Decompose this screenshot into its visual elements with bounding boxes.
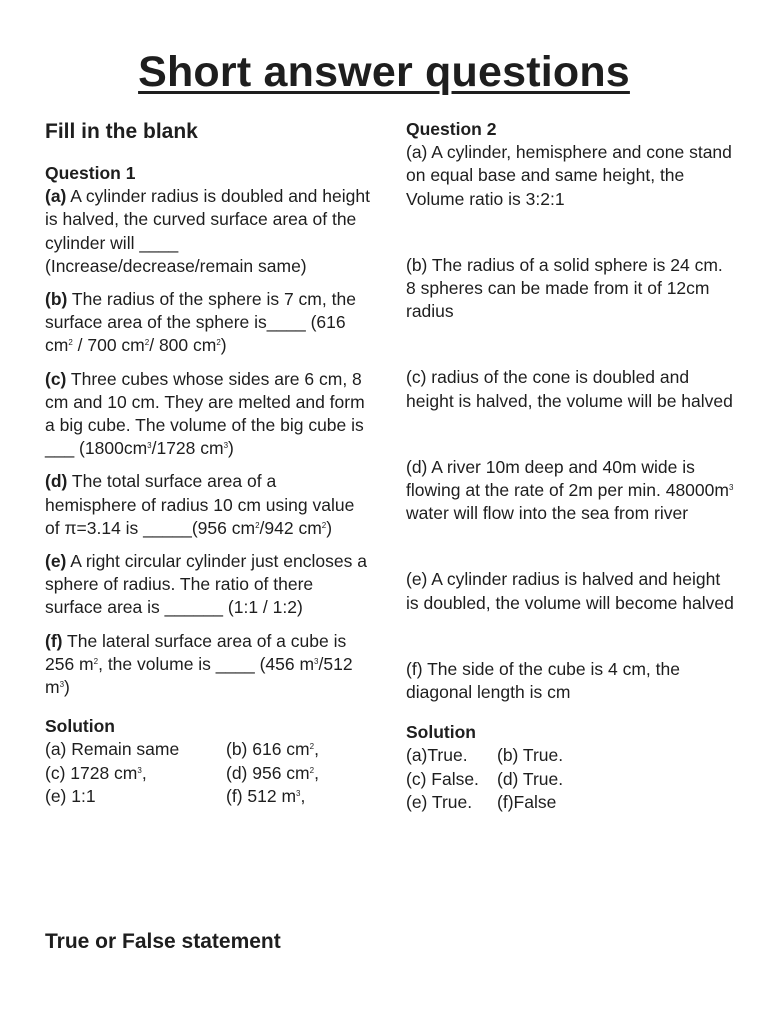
q2-solution-row: (e) True. (f)False [406,791,557,812]
q1-solution-grid [45,738,370,808]
q2-solution-heading: Solution [406,722,476,743]
q1-solution-heading: Solution [45,716,115,737]
item-text: The radius of the sphere is 7 cm, the surface area of the sphere is____ (616 cm [45,289,356,356]
solution-item: (f) 512 $m^3$, [226,785,306,806]
q1-item-f [45,630,370,700]
item-text: , the volume is ____ (456 m [98,653,315,674]
question-2-heading: Question 2 [406,119,497,139]
item-text: Three cubes whose sides are 6 cm, 8 cm and 10 cm. They are melted and form a big cube. The volume of the big cube is ___ (1800cm [45,368,365,459]
q1-item-c [45,368,370,461]
item-text: / 800 cm [149,335,217,356]
item-text: / 700 cm [72,335,145,356]
superscript: 2 [93,656,99,666]
item-label: (a) [45,186,67,207]
q2-item-a: (a) A cylinder, hemisphere and cone stand on equal base and same height, the Volume ratio is 3:2:1 [406,142,732,209]
item-label: (b) [45,289,68,310]
item-text: The total surface area of a hemisphere of radius 10 cm using value of π=3.14 is _____(956 cm [45,471,355,538]
item-text: A right circular cylinder just encloses a sphere of radius. The ratio of there surface area is ______ (1:1 / 1:2) [45,551,367,618]
solution-item: (e) 1:1 [45,785,96,806]
q1-item-d [45,470,370,540]
superscript: 2 [68,338,73,348]
superscript: 3 [223,441,229,451]
q1-item-a [45,185,370,278]
superscript: 3 [314,656,319,666]
left-column [45,118,370,808]
q2-item-e: (e) A cylinder radius is halved and height is doubled, the volume will become halved [406,569,734,613]
item-text: /1728 cm [151,438,224,459]
page-title: Short answer questions [138,48,630,96]
true-false-heading: True or False statement [45,930,281,953]
item-label: (d) [45,471,68,492]
superscript: 2 [216,338,221,348]
item-text: ) [220,335,227,356]
superscript: 2 [144,338,150,348]
item-text: The lateral surface area of a cube is 256 m [45,630,347,674]
item-label: (e) [45,551,67,572]
q2-item-d: (d) A river 10m deep and 40m wide is flowing at the rate of 2m per min. $48000m^3$ water will flow into the sea from river [406,456,734,524]
item-text: ) [228,438,234,459]
solution-item: (d) 956 $cm^2$, [226,762,319,783]
superscript: 2 [255,520,260,530]
q2-item-c: (c) radius of the cone is doubled and height is halved, the volume will be halved [406,367,733,411]
item-text: /942 cm [259,517,322,538]
q1-item-e [45,550,370,620]
q2-item-f: (f) The side of the cube is 4 cm, the diagonal length is cm [406,658,680,703]
superscript: 3 [59,680,65,690]
item-text: ) [64,677,70,698]
q2-solution-row: (c) False. (d) True. [406,768,564,789]
item-label: (f) [45,630,63,651]
solution-item: (c) 1728 $cm^3$, [45,762,147,783]
fill-in-blank-heading: Fill in the blank [45,120,198,143]
solution-item: (b) 616 $cm^2$, [226,739,319,760]
superscript: 3 [147,441,152,451]
question-1-heading: Question 1 [45,163,136,183]
superscript: 2 [321,520,327,530]
right-column [406,118,736,814]
item-label: (c) [45,368,67,389]
item-text: A cylinder radius is doubled and height is halved, the curved surface area of the cylinder will ____ (Increase/decrease/remain same) [45,186,370,276]
q1-item-b [45,288,370,358]
item-text: /512 m [45,653,353,698]
q2-solution-row: (a)True. (b) True. [406,745,564,766]
solution-item: (a) Remain same [45,739,180,760]
item-text: ) [326,517,333,538]
q2-item-b: (b) The radius of a solid sphere is 24 cm. 8 spheres can be made from it of 12cm radius [406,254,723,322]
